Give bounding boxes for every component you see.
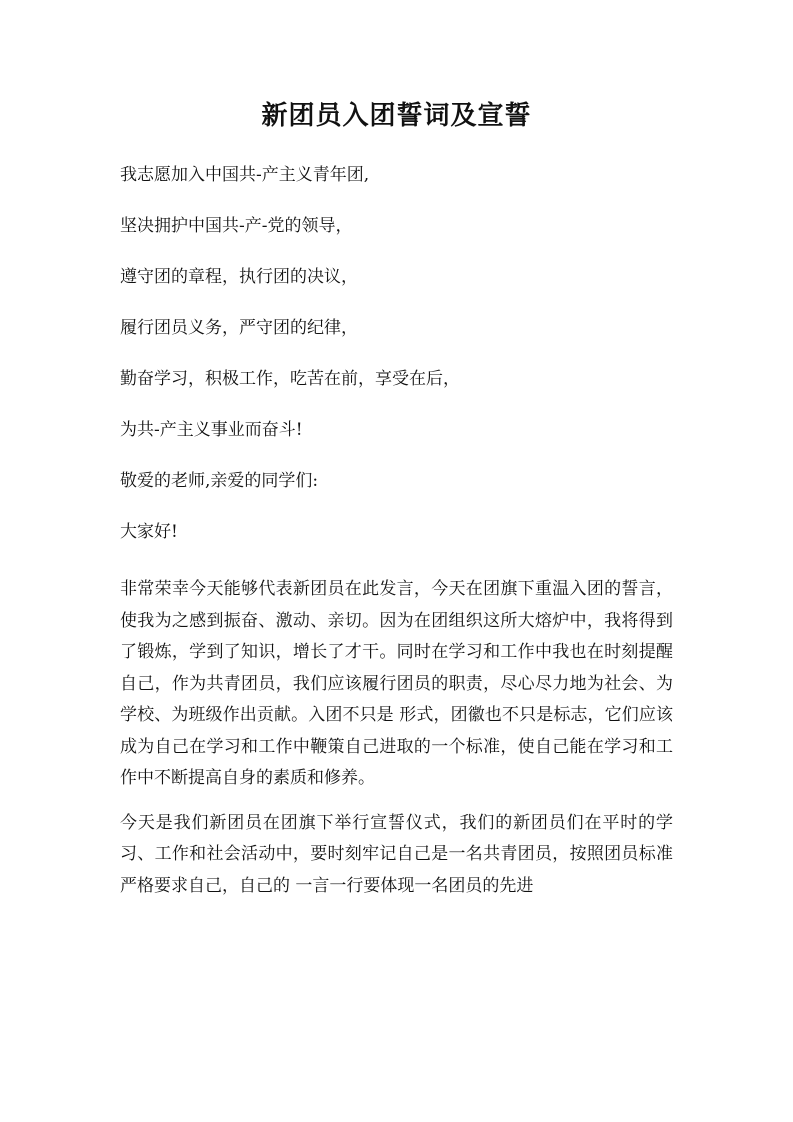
oath-line: 勤奋学习，积极工作，吃苦在前，享受在后， (120, 369, 460, 389)
speech-paragraph: 今天是我们新团员在团旗下举行宣誓仪式，我们的新团员们在平时的学习、工作和社会活动中，要时刻牢记自己是一名共青团员，按照团员标准严格要求自己，自己的 一言一行要体现一名团员的先进 (120, 812, 673, 896)
speech-paragraph: 非常荣幸今天能够代表新团员在此发言，今天在团旗下重温入团的誓言，使我为之感到振奋、激动、亲切。因为在团组织这所大熔炉中，我将得到了锻炼，学到了知识，增长了才干。同时在学习和工作中我也在时刻提醒自己，作为共青团员，我们应该履行团员的职责，尽心尽力地为社会、为学校、为班级作出贡献。入团不只是 形式，团徽也不只是标志，它们应该成为自己在学习和工作中鞭策自己进取的一个标准，使自己能在学习和工作中不断提高自身的素质和修养。 (120, 579, 673, 788)
oath-line: 遵守团的章程，执行团的决议， (120, 267, 358, 287)
greeting-line: 敬爱的老师,亲爱的同学们: (120, 471, 319, 491)
oath-line: 为共-产主义事业而奋斗! (120, 420, 303, 440)
oath-section (120, 162, 673, 570)
salutation-line: 大家好! (120, 522, 178, 542)
oath-line: 我志愿加入中国共-产主义青年团, (120, 165, 370, 185)
oath-line: 坚决拥护中国共-产-党的领导， (120, 216, 353, 236)
speech-body (120, 574, 673, 902)
document-title: 新团员入团誓词及宣誓 (261, 101, 532, 131)
oath-line: 履行团员义务，严守团的纪律， (120, 318, 358, 338)
